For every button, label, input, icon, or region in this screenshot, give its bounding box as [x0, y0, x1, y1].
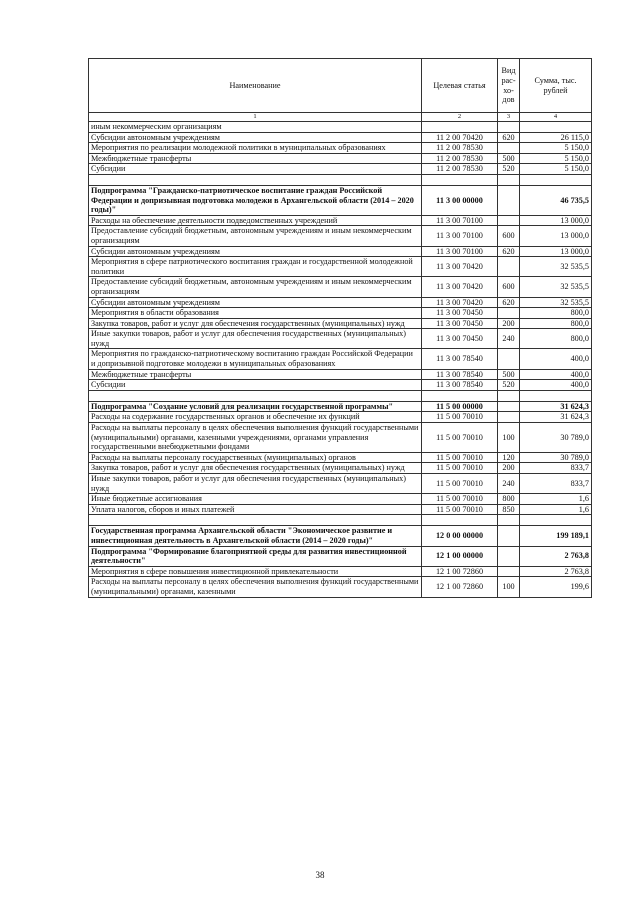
- cell-target-article: 11 3 00 70100: [422, 246, 498, 257]
- cell-expense-type: 850: [498, 504, 520, 515]
- cell-target-article: 11 5 00 70010: [422, 423, 498, 453]
- spacer-row: [89, 174, 592, 185]
- cell-expense-type: 100: [498, 577, 520, 597]
- cell-target-article: [422, 390, 498, 401]
- cell-target-article: 11 3 00 70450: [422, 329, 498, 349]
- cell-name: Государственная программа Архангельской области "Экономическое развитие и инвестиционная деятельность в Архангельской области (2014 – 2020 годы)": [89, 526, 422, 546]
- cell-expense-type: 500: [498, 369, 520, 380]
- cell-name: Субсидии: [89, 380, 422, 391]
- cell-expense-type: [498, 257, 520, 277]
- cell-expense-type: [498, 174, 520, 185]
- cell-sum: 400,0: [520, 369, 592, 380]
- cell-name: Предоставление субсидий бюджетным, автономным учреждениям и иным некоммерческим организациям: [89, 226, 422, 246]
- cell-name: Закупка товаров, работ и услуг для обеспечения государственных (муниципальных) нужд: [89, 318, 422, 329]
- cell-expense-type: [498, 215, 520, 226]
- cell-name: Иные закупки товаров, работ и услуг для обеспечения государственных (муниципальных) нужд: [89, 329, 422, 349]
- cell-expense-type: 520: [498, 380, 520, 391]
- cell-expense-type: 620: [498, 297, 520, 308]
- cell-target-article: 11 2 00 78530: [422, 153, 498, 164]
- cell-name: Расходы на выплаты персоналу в целях обеспечения выполнения функций государственными (муниципальными) органами, казенными: [89, 577, 422, 597]
- cell-target-article: 11 5 00 70010: [422, 474, 498, 494]
- cell-name: Расходы на выплаты персоналу государственных (муниципальных) органов: [89, 452, 422, 463]
- cell-expense-type: 620: [498, 246, 520, 257]
- cell-expense-type: 620: [498, 132, 520, 143]
- cell-name: Подпрограмма "Создание условий для реализации государственной программы": [89, 401, 422, 412]
- cell-sum: 30 789,0: [520, 423, 592, 453]
- table-row: [89, 380, 592, 391]
- cell-sum: [520, 122, 592, 133]
- cell-sum: 2 763,8: [520, 546, 592, 566]
- cell-expense-type: 600: [498, 226, 520, 246]
- cell-sum: 400,0: [520, 349, 592, 369]
- cell-sum: 199 189,1: [520, 526, 592, 546]
- table-row: [89, 246, 592, 257]
- cell-expense-type: [498, 122, 520, 133]
- table-row: [89, 132, 592, 143]
- table-row: [89, 308, 592, 319]
- table-row: [89, 185, 592, 215]
- cell-name: Расходы на содержание государственных органов и обеспечение их функций: [89, 412, 422, 423]
- cell-target-article: 11 3 00 70420: [422, 297, 498, 308]
- table-row: [89, 164, 592, 175]
- cell-sum: 13 000,0: [520, 226, 592, 246]
- table-row: [89, 546, 592, 566]
- cell-expense-type: 800: [498, 494, 520, 505]
- cell-target-article: 11 3 00 70420: [422, 277, 498, 297]
- cell-target-article: 12 1 00 00000: [422, 546, 498, 566]
- table-row: [89, 153, 592, 164]
- header-col-number-3: 3: [498, 113, 520, 122]
- cell-expense-type: [498, 185, 520, 215]
- cell-expense-type: 520: [498, 164, 520, 175]
- cell-name: Уплата налогов, сборов и иных платежей: [89, 504, 422, 515]
- cell-target-article: [422, 122, 498, 133]
- cell-name: Субсидии автономным учреждениям: [89, 246, 422, 257]
- cell-target-article: 11 5 00 70010: [422, 494, 498, 505]
- cell-sum: 2 763,8: [520, 566, 592, 577]
- cell-target-article: [422, 174, 498, 185]
- table-row: [89, 452, 592, 463]
- table-row: [89, 504, 592, 515]
- cell-name: Подпрограмма "Формирование благоприятной среды для развития инвестиционной деятельности": [89, 546, 422, 566]
- table-row: [89, 349, 592, 369]
- cell-sum: 1,6: [520, 504, 592, 515]
- cell-sum: [520, 390, 592, 401]
- table-header: [89, 59, 592, 122]
- cell-sum: [520, 515, 592, 526]
- table-row: [89, 526, 592, 546]
- cell-name: Мероприятия в сфере патриотического воспитания граждан и государственной молодежной политики: [89, 257, 422, 277]
- cell-target-article: 11 5 00 70010: [422, 412, 498, 423]
- cell-expense-type: 200: [498, 463, 520, 474]
- cell-target-article: 11 5 00 70010: [422, 463, 498, 474]
- page-number: 38: [315, 870, 325, 880]
- cell-expense-type: [498, 143, 520, 154]
- cell-name: иным некоммерческим организациям: [89, 122, 422, 133]
- cell-sum: 31 624,3: [520, 401, 592, 412]
- table-row: [89, 463, 592, 474]
- table-row: [89, 329, 592, 349]
- cell-target-article: 11 3 00 78540: [422, 369, 498, 380]
- cell-sum: 32 535,5: [520, 297, 592, 308]
- cell-name: Межбюджетные трансферты: [89, 153, 422, 164]
- cell-target-article: 11 5 00 70010: [422, 452, 498, 463]
- cell-sum: 26 115,0: [520, 132, 592, 143]
- cell-sum: 800,0: [520, 318, 592, 329]
- cell-target-article: 11 3 00 70100: [422, 226, 498, 246]
- table-row: [89, 412, 592, 423]
- table-row: [89, 401, 592, 412]
- table-body: [89, 122, 592, 598]
- table-row: [89, 226, 592, 246]
- table-row: [89, 318, 592, 329]
- cell-expense-type: [498, 308, 520, 319]
- cell-sum: 833,7: [520, 474, 592, 494]
- cell-expense-type: 240: [498, 329, 520, 349]
- cell-sum: 5 150,0: [520, 153, 592, 164]
- cell-name: Расходы на выплаты персоналу в целях обеспечения выполнения функций государственными (муниципальными) органами, казенными учреждениями, органами управления государственными внебюджетными фондами: [89, 423, 422, 453]
- cell-target-article: 11 3 00 00000: [422, 185, 498, 215]
- header-col-number-1: 1: [89, 113, 422, 122]
- cell-sum: 800,0: [520, 329, 592, 349]
- cell-name: Подпрограмма "Гражданско-патриотическое воспитание граждан Российской Федерации и допризывная подготовка молодежи в Архангельской области (2014 – 2020 годы)": [89, 185, 422, 215]
- table-row: [89, 474, 592, 494]
- cell-target-article: 11 3 00 70450: [422, 318, 498, 329]
- cell-expense-type: [498, 526, 520, 546]
- cell-expense-type: 240: [498, 474, 520, 494]
- cell-name: Субсидии: [89, 164, 422, 175]
- table-row: [89, 423, 592, 453]
- header-name: Наименование: [89, 59, 422, 113]
- cell-target-article: 11 5 00 70010: [422, 504, 498, 515]
- cell-expense-type: 200: [498, 318, 520, 329]
- cell-target-article: 12 0 00 00000: [422, 526, 498, 546]
- table-row: [89, 257, 592, 277]
- cell-name: Субсидии автономным учреждениям: [89, 132, 422, 143]
- header-col-number-4: 4: [520, 113, 592, 122]
- cell-name: [89, 515, 422, 526]
- cell-target-article: 11 3 00 70420: [422, 257, 498, 277]
- cell-expense-type: 600: [498, 277, 520, 297]
- table-row: [89, 369, 592, 380]
- cell-target-article: [422, 515, 498, 526]
- cell-expense-type: 120: [498, 452, 520, 463]
- cell-sum: 199,6: [520, 577, 592, 597]
- table-row: [89, 215, 592, 226]
- header-target-article: Целевая статья: [422, 59, 498, 113]
- cell-target-article: 11 3 00 70100: [422, 215, 498, 226]
- table-row: [89, 143, 592, 154]
- cell-target-article: 11 3 00 78540: [422, 349, 498, 369]
- cell-target-article: 12 1 00 72860: [422, 566, 498, 577]
- cell-sum: [520, 174, 592, 185]
- spacer-row: [89, 390, 592, 401]
- cell-name: Закупка товаров, работ и услуг для обеспечения государственных (муниципальных) нужд: [89, 463, 422, 474]
- cell-name: [89, 390, 422, 401]
- cell-expense-type: [498, 546, 520, 566]
- cell-sum: 5 150,0: [520, 143, 592, 154]
- cell-expense-type: [498, 412, 520, 423]
- table-row: [89, 297, 592, 308]
- header-col-number-2: 2: [422, 113, 498, 122]
- cell-target-article: 11 2 00 78530: [422, 143, 498, 154]
- cell-target-article: 11 5 00 00000: [422, 401, 498, 412]
- cell-target-article: 12 1 00 72860: [422, 577, 498, 597]
- spacer-row: [89, 515, 592, 526]
- table-row: [89, 277, 592, 297]
- cell-expense-type: [498, 515, 520, 526]
- cell-target-article: 11 2 00 78530: [422, 164, 498, 175]
- document-page: [88, 58, 591, 598]
- cell-sum: 5 150,0: [520, 164, 592, 175]
- cell-name: Субсидии автономным учреждениям: [89, 297, 422, 308]
- cell-sum: 32 535,5: [520, 277, 592, 297]
- cell-expense-type: [498, 349, 520, 369]
- cell-sum: 31 624,3: [520, 412, 592, 423]
- cell-name: Иные закупки товаров, работ и услуг для обеспечения государственных (муниципальных) нужд: [89, 474, 422, 494]
- cell-name: Иные бюджетные ассигнования: [89, 494, 422, 505]
- cell-expense-type: [498, 566, 520, 577]
- cell-name: Расходы на обеспечение деятельности подведомственных учреждений: [89, 215, 422, 226]
- table-row: [89, 494, 592, 505]
- cell-sum: 30 789,0: [520, 452, 592, 463]
- cell-expense-type: 500: [498, 153, 520, 164]
- cell-sum: 13 000,0: [520, 215, 592, 226]
- cell-sum: 32 535,5: [520, 257, 592, 277]
- cell-target-article: 11 3 00 78540: [422, 380, 498, 391]
- cell-name: [89, 174, 422, 185]
- cell-sum: 400,0: [520, 380, 592, 391]
- cell-expense-type: [498, 390, 520, 401]
- cell-target-article: 11 2 00 70420: [422, 132, 498, 143]
- table-row: [89, 566, 592, 577]
- table-row: [89, 577, 592, 597]
- cell-name: Мероприятия по гражданско-патриотическому воспитанию граждан Российской Федерации и допризывной подготовке молодежи в муниципальных образованиях: [89, 349, 422, 369]
- header-expense-type: Вид рас-хо-дов: [498, 59, 520, 113]
- header-sum: Сумма, тыс. рублей: [520, 59, 592, 113]
- cell-name: Мероприятия по реализации молодежной политики в муниципальных образованиях: [89, 143, 422, 154]
- cell-sum: 833,7: [520, 463, 592, 474]
- cell-sum: 13 000,0: [520, 246, 592, 257]
- cell-expense-type: [498, 401, 520, 412]
- cell-expense-type: 100: [498, 423, 520, 453]
- table-row: [89, 122, 592, 133]
- cell-sum: 800,0: [520, 308, 592, 319]
- cell-sum: 46 735,5: [520, 185, 592, 215]
- cell-name: Мероприятия в области образования: [89, 308, 422, 319]
- cell-sum: 1,6: [520, 494, 592, 505]
- cell-name: Мероприятия в сфере повышения инвестиционной привлекательности: [89, 566, 422, 577]
- budget-table: [88, 58, 592, 598]
- cell-target-article: 11 3 00 70450: [422, 308, 498, 319]
- cell-name: Межбюджетные трансферты: [89, 369, 422, 380]
- cell-name: Предоставление субсидий бюджетным, автономным учреждениям и иным некоммерческим организациям: [89, 277, 422, 297]
